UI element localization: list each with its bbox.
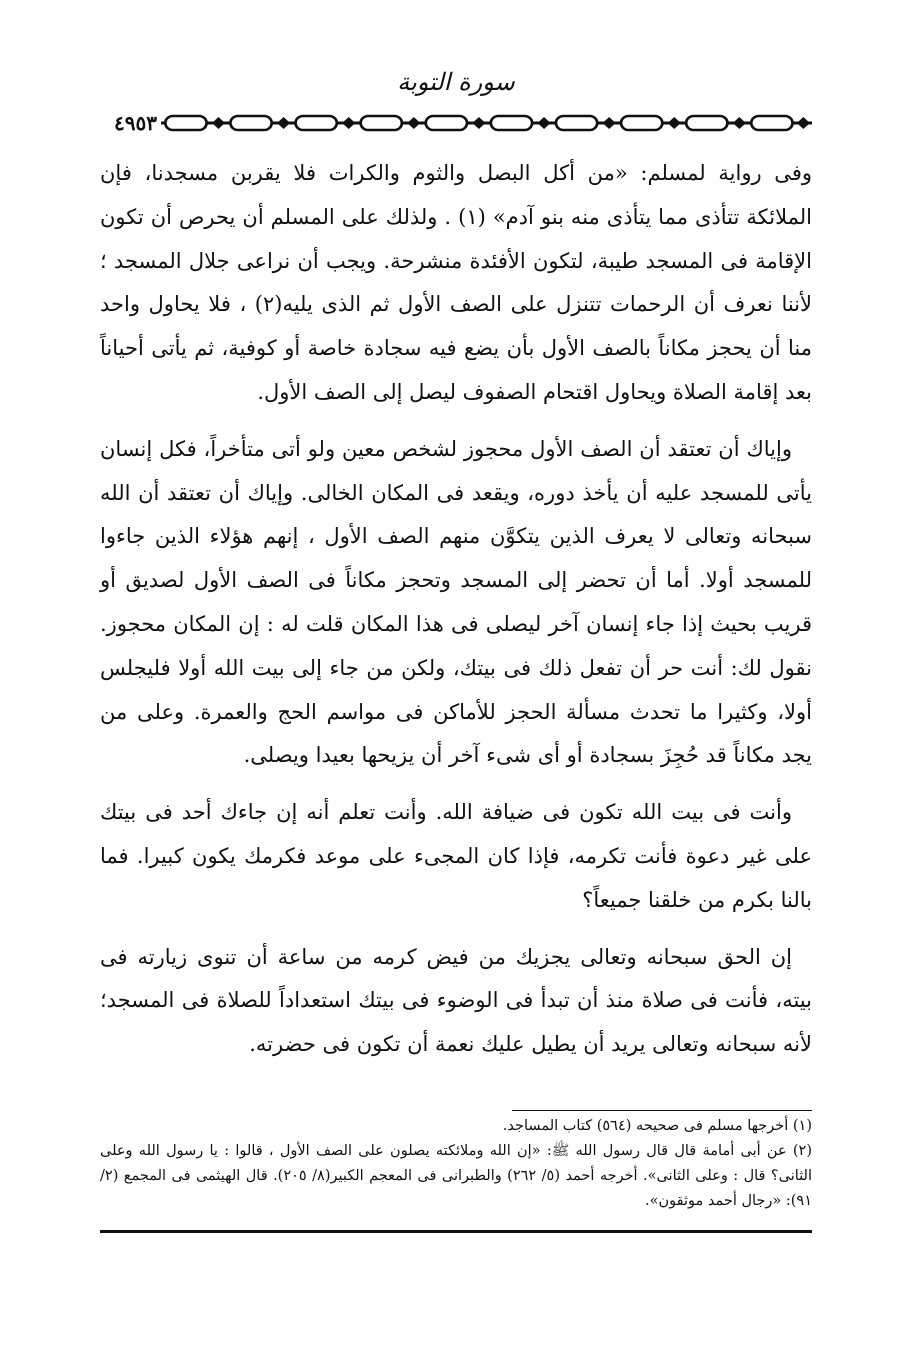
main-text — [100, 152, 812, 1080]
paragraph-3: وأنت فى بيت الله تكون فى ضيافة الله. وأنت تعلم أنه إن جاءك أحد فى بيتك على غير دعوة فأنت تكرمه، فإذا كان المجىء على موعد فكرمك يكون كبيرا. فما بالنا بكرم من خلقنا جميعاً؟ — [100, 800, 812, 912]
paragraph-1: وفى رواية لمسلم: «من أكل البصل والثوم والكرات فلا يقربن مسجدنا، فإن الملائكة تتأذى مما يتأذى منه بنو آدم» (١) . ولذلك على المسلم أن يحرص أن تكون الإقامة فى المسجد طيبة، لتكون الأفئدة منشرحة. ويجب أن نراعى جلال المسجد ؛ لأننا نعرف أن الرحمات تتنزل على الصف الأول ثم الذى يليه(٢) ، فلا يحاول واحد منا أن يحجز مكاناً بالصف الأول بأن يضع فيه سجادة خاصة أو كوفية، ثم يأتى أحياناً بعد إقامة الصلاة ويحاول اقتحام الصفوف ليصل إلى الصف الأول. — [100, 161, 813, 404]
header-ornament — [108, 112, 812, 134]
book-page — [100, 40, 812, 1340]
paragraph-4: إن الحق سبحانه وتعالى يجزيك من فيض كرمه من ساعة أن تنوى زيارته فى بيته، فأنت فى صلاة منذ أن تبدأ فى الوضوء فى بيتك استعداداً للصلاة فى المسجد؛ لأنه سبحانه وتعالى يريد أن يطيل عليك نعمة أن تكون فى حضرته. — [100, 944, 812, 1057]
bottom-rule — [100, 1230, 812, 1233]
surah-title: سورة التوبة — [397, 68, 515, 96]
footnote-2: (٢) عن أبى أمامة قال قال رسول الله ﷺ: «إن الله وملائكته يصلون على الصف الأول ، قالوا : يا رسول الله وعلى الثانى؟ قال : وعلى الثانى». أخرجه أحمد (٥/ ٢٦٢) والطبرانى فى المعجم الكبير(٨/ ٢٠٥). قال الهيثمى فى المجمع (٢/ ٩١): «رجال أحمد موثقون». — [100, 1143, 812, 1209]
footnote-divider — [512, 1110, 812, 1111]
page-number: ٤٩٥٣ — [114, 111, 157, 135]
chain-border-decoration — [161, 112, 812, 134]
paragraph-2: وإياك أن تعتقد أن الصف الأول محجوز لشخص معين ولو أتى متأخراً، فكل إنسان يأتى للمسجد عليه أن يأخذ دوره، ويقعد فى المكان الخالى. وإياك أن تعتقد أن الله سبحانه وتعالى لا يعرف الذين يتكوَّن منهم الصف الأول ، إنهم هؤلاء الذين جاءوا للمسجد أولا. أما أن تحضر إلى المسجد وتحجز مكاناً فى الصف الأول لصديق أو قريب بحيث إذا جاء إنسان آخر ليصلى فى هذا المكان قلت له : إن المكان محجوز. نقول لك: أنت حر أن تفعل ذلك فى بيتك، ولكن من جاء إلى بيت الله أولا فليجلس أولا، وكثيرا ما تحدث مسألة الحجز للأماكن فى مواسم الحج والعمرة. وعلى من يجد مكاناً قد حُجِزَ بسجادة أو أى شىء آخر أن يزيحها بعيدا ويصلى. — [100, 436, 812, 768]
footnotes — [100, 1114, 812, 1214]
footnote-1: (١) أخرجها مسلم فى صحيحه (٥٦٤) كتاب المساجد. — [502, 1118, 812, 1134]
